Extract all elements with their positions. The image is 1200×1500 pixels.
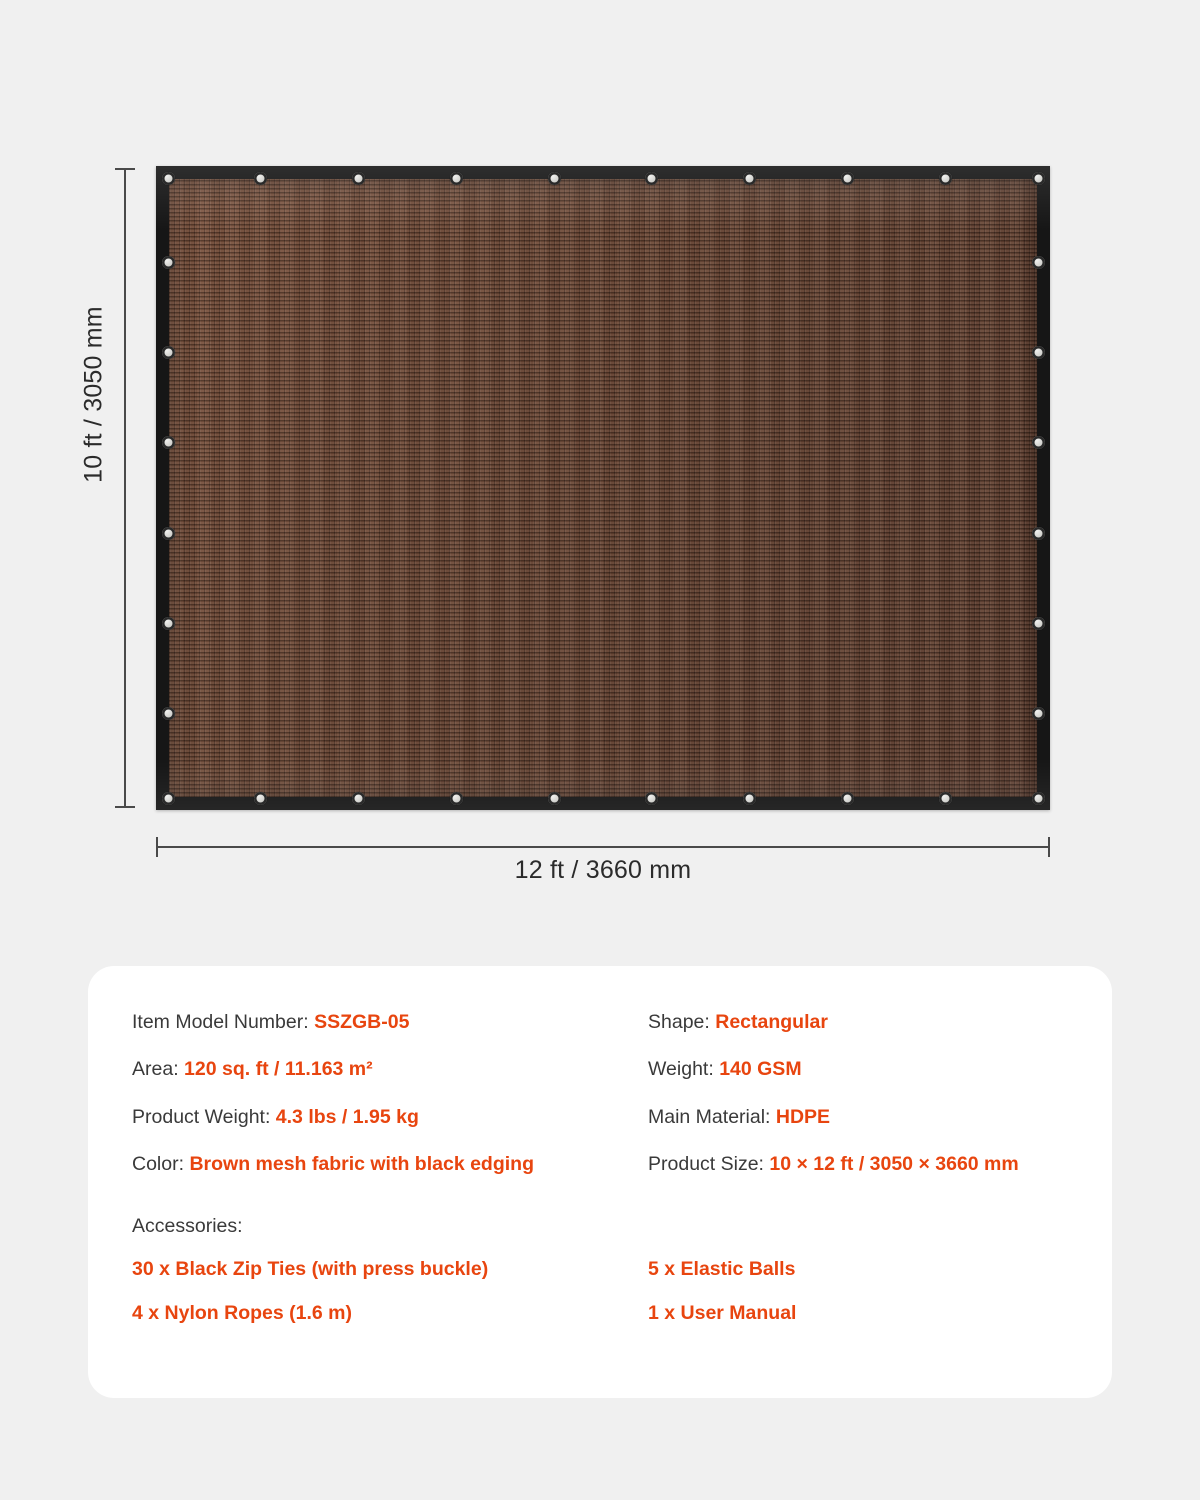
spec-value: HDPE (775, 1105, 831, 1128)
spec-label: Color: (132, 1153, 190, 1176)
spec-item-model-number (132, 1010, 648, 1035)
product-specifications-card (88, 966, 1112, 1398)
grommet (450, 172, 463, 185)
grommet (1032, 617, 1045, 630)
spec-label: Main Material: (648, 1105, 776, 1128)
grommet (743, 792, 756, 805)
grommet (162, 172, 175, 185)
mesh-fabric (169, 179, 1037, 797)
grommet (450, 792, 463, 805)
grommet (1032, 707, 1045, 720)
spec-value: 10 × 12 ft / 3050 × 3660 mm (769, 1153, 1019, 1176)
grommet (645, 172, 658, 185)
grommet (162, 346, 175, 359)
spec-area (132, 1057, 648, 1082)
grommet (548, 172, 561, 185)
grommet (1032, 436, 1045, 449)
width-dimension-line (156, 846, 1050, 848)
grommet (162, 436, 175, 449)
grommet (162, 792, 175, 805)
grommet (939, 172, 952, 185)
grommet (254, 792, 267, 805)
spec-value: Rectangular (715, 1011, 828, 1033)
grommet (254, 172, 267, 185)
spec-weight (648, 1057, 1068, 1082)
spec-product-weight (132, 1105, 648, 1130)
grommet (162, 527, 175, 540)
accessories-grid (132, 1258, 1068, 1325)
grommet (1032, 346, 1045, 359)
grommet (352, 792, 365, 805)
spec-main-material (648, 1105, 1068, 1130)
spec-value: SSZGB-05 (314, 1011, 410, 1033)
height-dimension-line (124, 168, 126, 808)
spec-label: Weight: (648, 1058, 720, 1081)
accessories-section (132, 1215, 1068, 1325)
spec-value: 140 GSM (719, 1058, 802, 1081)
accessories-title: Accessories: (132, 1215, 243, 1238)
grommet (352, 172, 365, 185)
spec-value: Brown mesh fabric with black edging (189, 1153, 534, 1176)
grommet (645, 792, 658, 805)
grommet (743, 172, 756, 185)
height-dimension-label: 10 ft / 3050 mm (79, 306, 108, 483)
grommet (162, 617, 175, 630)
grommet (939, 792, 952, 805)
grommet (548, 792, 561, 805)
grommet (162, 707, 175, 720)
grommet (1032, 527, 1045, 540)
accessory-elastic-balls: 5 x Elastic Balls (648, 1258, 796, 1281)
spec-product-size (648, 1152, 1068, 1177)
grommet (841, 792, 854, 805)
grommet (841, 172, 854, 185)
spec-label: Shape: (648, 1011, 716, 1033)
spec-label: Item Model Number: (132, 1011, 315, 1033)
grommet (1032, 256, 1045, 269)
width-dimension-label: 12 ft / 3660 mm (514, 856, 692, 884)
spec-shape (648, 1010, 1068, 1035)
spec-value: 120 sq. ft / 11.163 m² (184, 1058, 373, 1081)
spec-label: Product Size: (648, 1153, 770, 1176)
grommet (1032, 792, 1045, 805)
accessory-nylon-ropes: 4 x Nylon Ropes (1.6 m) (132, 1302, 352, 1325)
grommet (162, 256, 175, 269)
spec-label: Product Weight: (132, 1105, 276, 1128)
shade-cloth-product-image (156, 166, 1050, 810)
accessory-user-manual: 1 x User Manual (648, 1302, 797, 1325)
spec-label: Area: (132, 1058, 185, 1081)
grommet (1032, 172, 1045, 185)
spec-grid (132, 1010, 1068, 1177)
accessory-zip-ties: 30 x Black Zip Ties (with press buckle) (132, 1258, 489, 1281)
spec-value: 4.3 lbs / 1.95 kg (275, 1105, 419, 1128)
spec-color (132, 1152, 648, 1177)
